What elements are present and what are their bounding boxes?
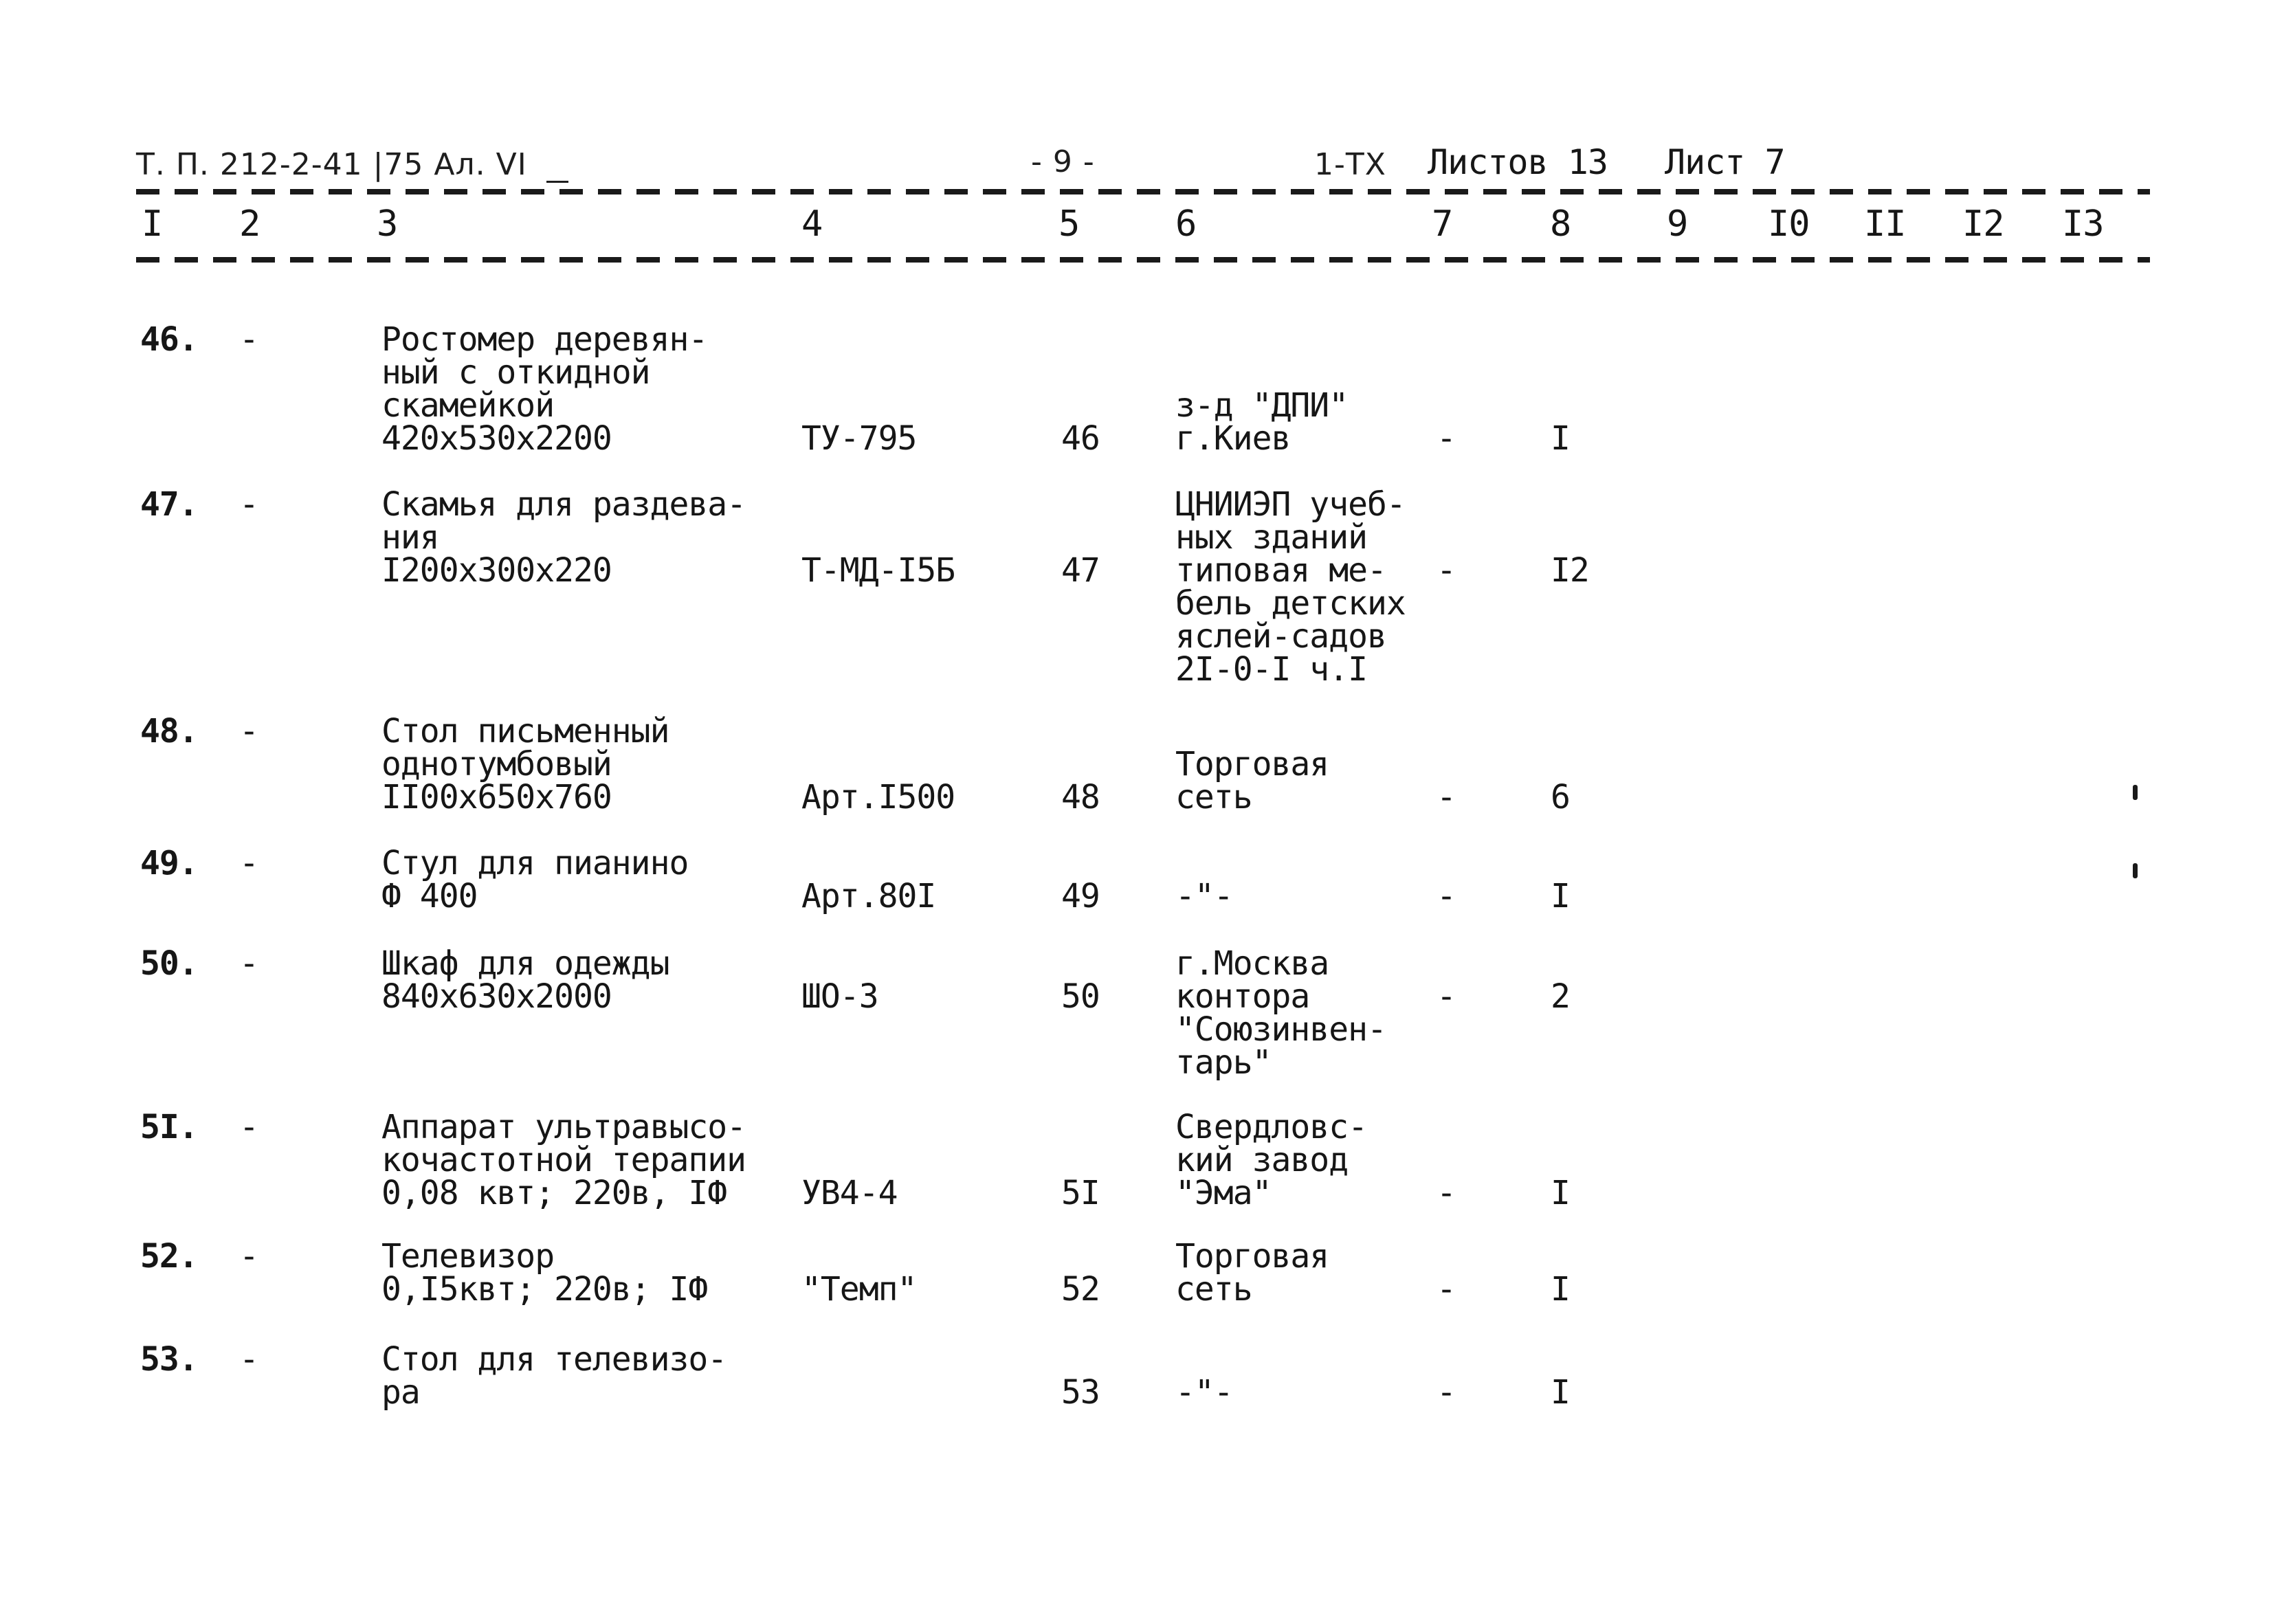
item-name-line: 840х630х2000: [381, 977, 612, 1016]
row-number: 47.: [140, 485, 198, 524]
supplier-line: Торговая: [1175, 1237, 1329, 1276]
supplier-line: з-д "ДПИ": [1175, 386, 1349, 425]
column-number: I2: [1962, 203, 2004, 245]
column-number: 5: [1058, 203, 1080, 245]
supplier-line: Торговая: [1175, 745, 1329, 783]
item-code: Арт.80I: [801, 877, 936, 915]
row-number: 49.: [140, 844, 198, 882]
item-code: ШО-3: [801, 977, 878, 1016]
col7-dash: -: [1437, 1270, 1456, 1309]
scan-mark: [2133, 863, 2138, 878]
position-number: 47: [1061, 551, 1100, 590]
quantity: I: [1551, 419, 1570, 458]
quantity: 2: [1551, 977, 1570, 1016]
header-rule-bottom: [136, 257, 2150, 263]
item-name-line: ный с откидной: [381, 353, 650, 392]
item-name-line: I200х300х220: [381, 551, 612, 590]
quantity: I: [1551, 1373, 1570, 1412]
position-number: 49: [1061, 877, 1100, 915]
item-name-line: Скамья для раздева-: [381, 485, 746, 524]
supplier-line: г.Москва: [1175, 944, 1329, 983]
col7-dash: -: [1437, 778, 1456, 816]
col2-dash: -: [239, 320, 258, 359]
item-name-line: Стол для телевизо-: [381, 1340, 727, 1379]
column-number: 7: [1432, 203, 1453, 245]
item-code: Арт.I500: [801, 778, 955, 816]
quantity: I: [1551, 1174, 1570, 1212]
supplier-line: сеть: [1175, 1270, 1252, 1309]
header-rule-top: [136, 189, 2150, 194]
col2-dash: -: [239, 1108, 258, 1146]
col7-dash: -: [1437, 877, 1456, 915]
item-name-line: однотумбовый: [381, 745, 612, 783]
item-code: ТУ-795: [801, 419, 917, 458]
item-name-line: Ростомер деревян-: [381, 320, 708, 359]
quantity: I: [1551, 1270, 1570, 1309]
row-number: 46.: [140, 320, 198, 359]
page-marker: - 9 -: [1031, 144, 1095, 179]
position-number: 46: [1061, 419, 1100, 458]
supplier-line: кий завод: [1175, 1141, 1349, 1179]
sheet-number: Лист 7: [1665, 142, 1785, 182]
column-number: II: [1864, 203, 1906, 245]
supplier-line: "Союзинвен-: [1175, 1010, 1386, 1049]
supplier-line: г.Киев: [1175, 419, 1291, 458]
quantity: 6: [1551, 778, 1570, 816]
section-code: 1-ТХ: [1314, 147, 1386, 182]
document-code-underline: [546, 181, 568, 183]
supplier-line: типовая ме-: [1175, 551, 1386, 590]
row-number: 48.: [140, 712, 198, 750]
item-name-line: Стол письменный: [381, 712, 669, 750]
quantity: I2: [1551, 551, 1589, 590]
supplier-line: тарь": [1175, 1043, 1272, 1082]
supplier-line: бель детских: [1175, 584, 1406, 623]
item-name-line: Ф 400: [381, 877, 478, 915]
col2-dash: -: [239, 944, 258, 983]
item-name-line: ния: [381, 518, 439, 557]
supplier-line: "Эма": [1175, 1174, 1272, 1212]
row-number: 53.: [140, 1340, 198, 1379]
column-number: 3: [377, 203, 398, 245]
item-code: "Темп": [801, 1270, 917, 1309]
col7-dash: -: [1437, 551, 1456, 590]
item-name-line: ра: [381, 1373, 420, 1412]
supplier-line: контора: [1175, 977, 1310, 1016]
item-name-line: 0,08 квт; 220в, IФ: [381, 1174, 727, 1212]
column-number: I3: [2062, 203, 2104, 245]
column-number: 2: [239, 203, 260, 245]
item-name-line: Шкаф для одежды: [381, 944, 669, 983]
col2-dash: -: [239, 844, 258, 882]
row-number: 52.: [140, 1237, 198, 1276]
item-name-line: 0,I5квт; 220в; IФ: [381, 1270, 708, 1309]
column-number: 8: [1550, 203, 1571, 245]
col7-dash: -: [1437, 977, 1456, 1016]
document-code: Т. П. 212-2-41 |75 Ал. VI: [136, 147, 527, 182]
column-number: 9: [1667, 203, 1688, 245]
item-code: Т-МД-I5Б: [801, 551, 955, 590]
item-name-line: Стул для пианино: [381, 844, 689, 882]
item-code: УВ4-4: [801, 1174, 898, 1212]
col2-dash: -: [239, 1340, 258, 1379]
item-name-line: 420х530х2200: [381, 419, 612, 458]
supplier-line: ЦНИИЭП учеб-: [1175, 485, 1406, 524]
position-number: 52: [1061, 1270, 1100, 1309]
col2-dash: -: [239, 485, 258, 524]
item-name-line: II00х650х760: [381, 778, 612, 816]
column-number: I: [142, 203, 163, 245]
row-number: 5I.: [140, 1108, 198, 1146]
supplier-line: Свердловс-: [1175, 1108, 1367, 1146]
col2-dash: -: [239, 712, 258, 750]
supplier-line: ных зданий: [1175, 518, 1367, 557]
sheets-total: Листов 13: [1428, 142, 1608, 182]
col7-dash: -: [1437, 1174, 1456, 1212]
col2-dash: -: [239, 1237, 258, 1276]
column-number: 6: [1175, 203, 1197, 245]
item-name-line: скамейкой: [381, 386, 555, 425]
position-number: 53: [1061, 1373, 1100, 1412]
item-name-line: Телевизор: [381, 1237, 555, 1276]
quantity: I: [1551, 877, 1570, 915]
column-number: I0: [1768, 203, 1810, 245]
row-number: 50.: [140, 944, 198, 983]
column-number: 4: [801, 203, 823, 245]
item-name-line: Аппарат ультравысо-: [381, 1108, 746, 1146]
position-number: 50: [1061, 977, 1100, 1016]
supplier-line: -"-: [1175, 1373, 1233, 1412]
supplier-line: сеть: [1175, 778, 1252, 816]
supplier-line: -"-: [1175, 877, 1233, 915]
item-name-line: кочастотной терапии: [381, 1141, 746, 1179]
position-number: 48: [1061, 778, 1100, 816]
col7-dash: -: [1437, 1373, 1456, 1412]
col7-dash: -: [1437, 419, 1456, 458]
position-number: 5I: [1061, 1174, 1100, 1212]
supplier-line: яслей-садов: [1175, 617, 1386, 656]
supplier-line: 2I-0-I ч.I: [1175, 650, 1367, 689]
scan-mark: [2133, 785, 2138, 800]
